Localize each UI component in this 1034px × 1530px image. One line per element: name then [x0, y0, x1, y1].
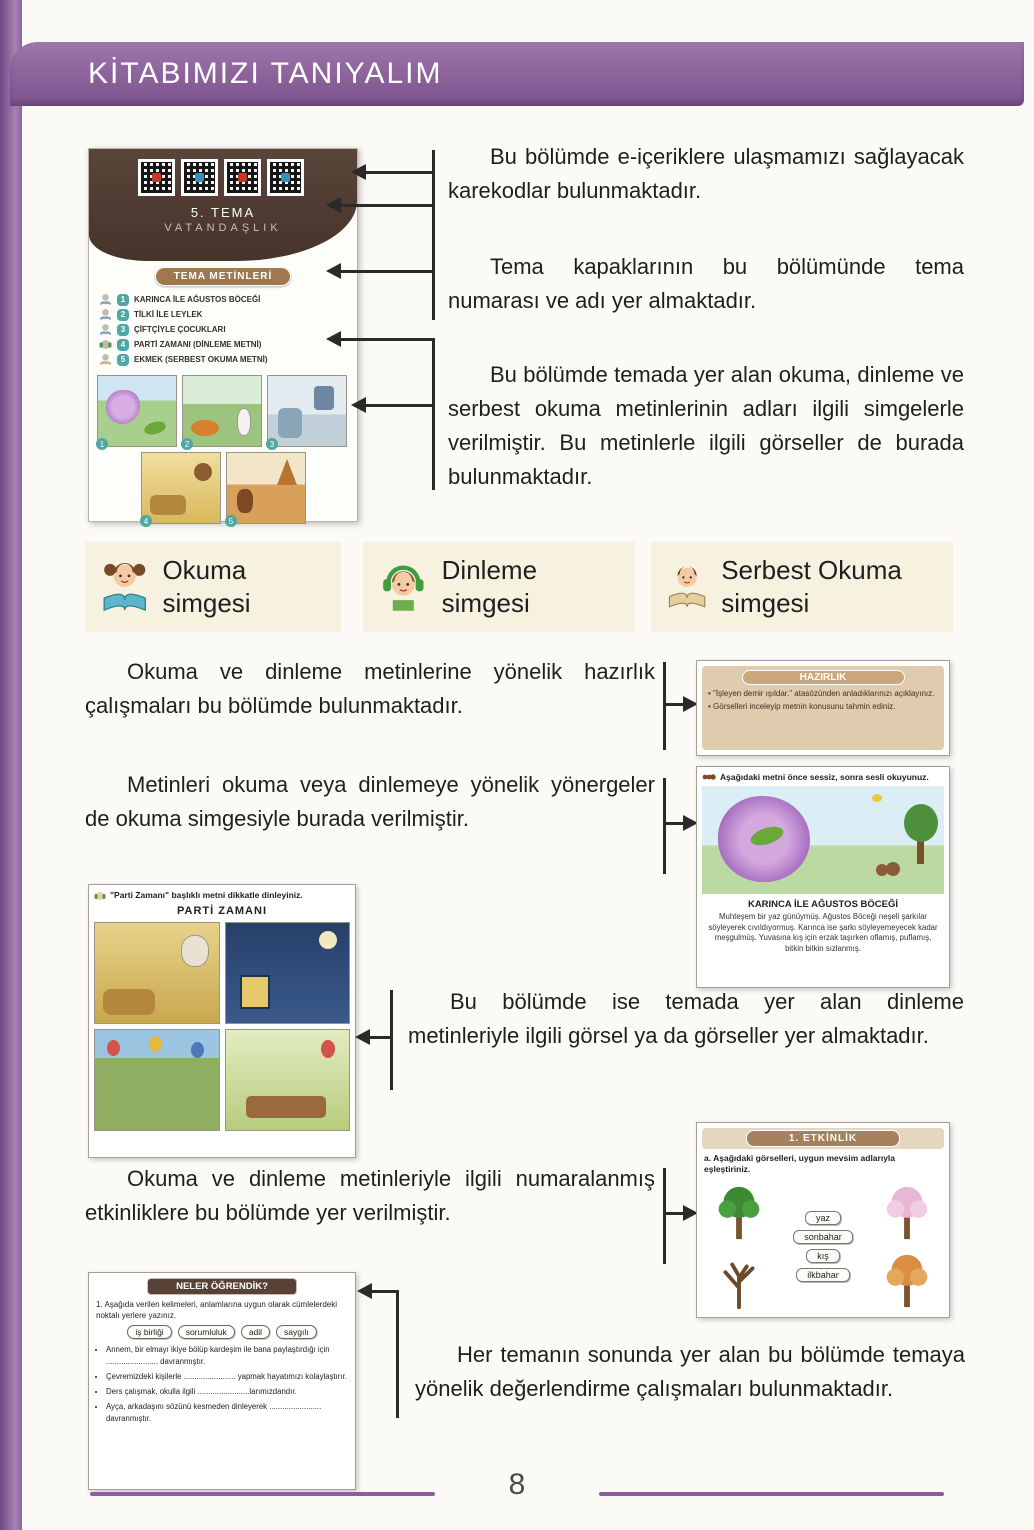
qr-code-icon — [138, 159, 175, 196]
tema-metinleri-pill: TEMA METİNLERİ — [155, 267, 292, 286]
annotation-etkinlik: Okuma ve dinleme metinleriyle ilgili numaralanmış etkinliklere bu bölümde yer verilmiştir. — [85, 1166, 655, 1225]
connector-line — [390, 990, 393, 1090]
connector-arrow — [326, 197, 341, 213]
ant-icon — [702, 772, 716, 782]
list-item: 3 ÇİFTÇİYLE ÇOCUKLARI — [99, 322, 347, 337]
okuma-icon — [99, 308, 112, 321]
qr-code-row — [138, 149, 308, 196]
tema-cover-image — [88, 148, 358, 526]
metin-number: 3 — [117, 324, 129, 336]
annotation-karekod: Bu bölümde e-içeriklere ulaşmamızı sağlayacak karekodlar bulunmaktadır. — [448, 144, 964, 203]
connector-arrow — [351, 164, 366, 180]
story-image-1: 1 — [97, 375, 177, 447]
left-margin-bar — [0, 0, 22, 1530]
parti-panel-4 — [225, 1029, 351, 1131]
karinca-illustration — [702, 786, 944, 894]
connector-line — [370, 1036, 390, 1039]
connector-arrow — [357, 1283, 372, 1299]
metin-number: 1 — [117, 294, 129, 306]
annotation-tema-adi: Tema kapaklarının bu bölümünde tema numarası ve adı yer almaktadır. — [448, 254, 964, 313]
okuma-icon — [99, 293, 112, 306]
karinca-metin-card — [696, 766, 950, 988]
neler-directive: 1. Aşağıda verilen kelimeleri, anlamlarına uygun olarak cümlelerdeki noktalı yerlere yazınız. — [96, 1300, 338, 1320]
connector-line — [663, 1212, 685, 1215]
boy-headphones-icon — [377, 556, 430, 618]
bare-tree-icon — [708, 1249, 770, 1311]
header-band — [10, 42, 1024, 106]
story-image-4: 4 — [141, 452, 221, 524]
connector-line — [341, 338, 432, 341]
dinleme-icon — [94, 890, 106, 902]
karinca-title: KARINCA İLE AĞUSTOS BÖCEĞİ — [747, 899, 899, 910]
hazirlik-header: HAZIRLIK — [742, 670, 905, 685]
word-chip: iş birliği — [127, 1325, 171, 1339]
annotation-metin-adlari: Bu bölümde temada yer alan okuma, dinleme ve serbest okuma metinlerinin adları ilgili simgelerle verilmiştir. Bu metinlerle ilgili görseller de burada bulunmaktadır. — [448, 362, 964, 489]
connector-line — [341, 270, 432, 273]
parti-panel-3 — [94, 1029, 220, 1131]
annotation-hazirlik: Okuma ve dinleme metinlerine yönelik hazırlık çalışmaları bu bölümde bulunmaktadır. — [85, 659, 655, 718]
sentence: • Çevremizdeki kişilerle ........................ yapmak hayatımızı kolaylaştırır. — [106, 1371, 348, 1383]
sentence: • Annem, bir elmayı ikiye bölüp kardeşim ile bana paylaştırdığı için ........................ davranmıştır. — [106, 1344, 348, 1368]
metin-number: 4 — [117, 339, 129, 351]
story-thumbnails-row — [97, 375, 349, 447]
list-item: 4 PARTİ ZAMANI (DİNLEME METNİ) — [99, 337, 347, 352]
list-item: 1 KARINCA İLE AĞUSTOS BÖCEĞİ — [99, 292, 347, 307]
annotation-dinleme-gorsel: Bu bölümde ise temada yer alan dinleme metinleriyle ilgili görsel ya da görseller yer almaktadır. — [408, 989, 964, 1048]
tema-name: VATANDAŞLIK — [164, 222, 282, 234]
connector-line — [663, 778, 666, 874]
list-item: 5 EKMEK (SERBEST OKUMA METNİ) — [99, 352, 347, 367]
cover-header — [89, 149, 357, 261]
page-number: 8 — [508, 1468, 526, 1501]
connector-arrow — [326, 263, 341, 279]
metin-number: 5 — [117, 354, 129, 366]
summer-tree-icon — [708, 1181, 770, 1243]
story-image-5: 5 — [226, 452, 306, 524]
sentence: • Ayça, arkadaşını sözünü kesmeden dinleyerek ........................ davranmıştır. — [106, 1401, 348, 1425]
story-image-2: 2 — [182, 375, 262, 447]
word-chip: adil — [241, 1325, 270, 1339]
fill-in-sentences — [94, 1344, 350, 1425]
parti-title: PARTİ ZAMANI — [176, 905, 267, 917]
qr-code-icon — [224, 159, 261, 196]
serbest-okuma-icon — [99, 353, 112, 366]
serbest-okuma-simgesi-box — [651, 542, 953, 632]
qr-code-icon — [267, 159, 304, 196]
season-chip: yaz — [805, 1211, 841, 1225]
connector-line — [432, 150, 435, 212]
tema-metin-list — [89, 290, 357, 367]
connector-line — [663, 1168, 666, 1264]
story-image-3: 3 — [267, 375, 347, 447]
girl-reading-icon — [99, 556, 150, 618]
boy-reading-icon — [665, 556, 709, 618]
sentence: • Ders çalışmak, okulla ilgili ........................larımızdandır. — [106, 1386, 348, 1398]
dinleme-icon — [99, 338, 112, 351]
connector-line — [663, 822, 685, 825]
season-labels — [793, 1211, 853, 1282]
connector-line — [366, 171, 432, 174]
metin-number: 2 — [117, 309, 129, 321]
karinca-body-text: Muhteşem bir yaz günüymüş. Ağustos Böceği neşeli şarkılar söyleyerek cıvıldıyormuş. Karınca ise şarkı söyleyemeyecek kadar meşgulmüş. Yuvasına kış için erzak taşırken oflamış, puflamış, bitkin bitkin sızlanmış. — [708, 912, 938, 953]
page-title: KİTABIMIZI TANIYALIM — [88, 57, 443, 90]
season-matching-grid — [702, 1179, 944, 1313]
annotation-yonerge: Metinleri okuma veya dinlemeye yönelik yönergeler de okuma simgesiyle burada verilmiştir. — [85, 772, 655, 831]
okuma-simgesi-box — [85, 542, 341, 632]
parti-directive-row: "Parti Zamanı" başlıklı metni dikkatle dinleyiniz. — [94, 890, 350, 902]
ant-image — [876, 862, 902, 876]
spring-tree-icon — [876, 1181, 938, 1243]
season-chip: ilkbahar — [796, 1268, 850, 1282]
connector-line — [396, 1290, 399, 1418]
simge-label: Serbest Okuma simgesi — [721, 555, 902, 618]
neler-ogrendik-header: NELER ÖĞRENDİK? — [147, 1278, 297, 1295]
parti-zamani-card — [88, 884, 356, 1158]
etkinlik-card — [696, 1122, 950, 1318]
qr-code-icon — [181, 159, 218, 196]
connector-arrow — [351, 397, 366, 413]
simge-label: Okuma simgesi — [162, 555, 251, 618]
autumn-tree-icon — [876, 1249, 938, 1311]
etkinlik-directive: a. Aşağıdaki görselleri, uygun mevsim adlarıyla eşleştiriniz. — [704, 1153, 896, 1174]
dinleme-simgesi-box — [363, 542, 635, 632]
parti-panel-2 — [225, 922, 351, 1024]
hazirlik-card: HAZIRLIK • "İşleyen demir ışıldar." atasözünden anladıklarınızı açıklayınız. • Görselleri inceleyip metnin konusunu tahmin ediniz. — [696, 660, 950, 756]
word-chip: sorumluluk — [178, 1325, 235, 1339]
connector-arrow — [326, 331, 341, 347]
word-chips-row — [94, 1325, 350, 1339]
connector-line — [372, 1290, 398, 1293]
connector-line — [663, 703, 685, 706]
season-chip: sonbahar — [793, 1230, 853, 1244]
connector-line — [663, 662, 666, 750]
tema-number: 5. TEMA — [190, 205, 256, 220]
connector-line — [432, 338, 435, 490]
connector-line — [432, 204, 435, 320]
connector-line — [341, 204, 432, 207]
etkinlik-header-strip — [702, 1128, 944, 1149]
simge-label: Dinleme simgesi — [441, 555, 538, 618]
tree-image — [904, 804, 938, 864]
connector-arrow — [355, 1029, 370, 1045]
etkinlik-header: 1. ETKİNLİK — [746, 1130, 900, 1147]
connector-line — [366, 404, 432, 407]
season-chip: kış — [806, 1249, 840, 1263]
annotation-degerlendirme: Her temanın sonunda yer alan bu bölümde temaya yönelik değerlendirme çalışmaları bulunmaktadır. — [415, 1342, 965, 1401]
karinca-directive-row: Aşağıdaki metni önce sessiz, sonra sesli okuyunuz. — [702, 772, 944, 783]
story-thumbnails-row — [141, 452, 349, 524]
parti-illustration-grid — [94, 922, 350, 1131]
list-item: 2 TİLKİ İLE LEYLEK — [99, 307, 347, 322]
bird-image — [872, 794, 882, 802]
neler-ogrendik-card — [88, 1272, 356, 1490]
parti-panel-1 — [94, 922, 220, 1024]
word-chip: saygılı — [276, 1325, 317, 1339]
okuma-icon — [99, 323, 112, 336]
